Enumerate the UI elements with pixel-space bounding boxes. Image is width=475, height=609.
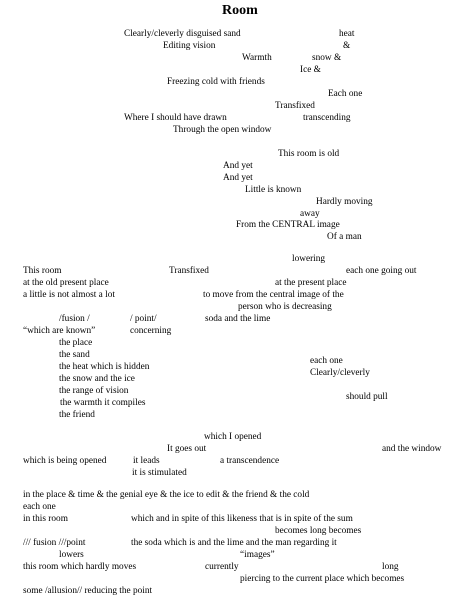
poem-line: “which are known” [23, 326, 96, 336]
poem-line: transcending [303, 113, 351, 123]
poem-line: snow & [312, 53, 342, 63]
poem-line: “images” [240, 550, 275, 560]
poem-line: a little is not almost a lot [23, 290, 115, 300]
poem-line: Of a man [327, 232, 362, 242]
poem-line: Transfixed [169, 266, 209, 276]
poem-line: lowers [59, 550, 84, 560]
poem-line: long [382, 562, 399, 572]
poem-line: /fusion / [59, 314, 90, 324]
poem-line: And yet [223, 161, 253, 171]
poem-line: This room is old [278, 149, 340, 159]
poem-line: Transfixed [275, 101, 315, 111]
poem-line: a transcendence [220, 456, 280, 466]
poem-line: Little is known [245, 185, 302, 195]
poem-line: person who is decreasing [238, 302, 332, 312]
poem-line: the snow and the ice [59, 374, 135, 384]
poem-line: and the window [382, 444, 442, 454]
poem-line: in the place & time & the genial eye & the ice to edit & the friend & the cold [23, 490, 310, 500]
poem-line: & [343, 41, 351, 51]
poem-line: away [300, 209, 320, 219]
poem-line: to move from the central image of the [203, 290, 344, 300]
poem-line: which I opened [204, 432, 262, 442]
poem-line: at the old present place [23, 278, 109, 288]
poem-line: each one [310, 356, 343, 366]
poem-line: Freezing cold with friends [167, 77, 265, 87]
poem-line: Hardly moving [316, 197, 373, 207]
poem-line: which is being opened [23, 456, 107, 466]
poem-line: each one going out [346, 266, 417, 276]
poem-title: Room [222, 3, 258, 18]
poem-line: the sand [59, 350, 90, 360]
poem-line: the heat which is hidden [59, 362, 150, 372]
poem-line: the warmth it compiles [60, 398, 146, 408]
poem-line: This room [23, 266, 62, 276]
poem-line: Ice & [300, 65, 321, 75]
poem-line: the soda which is and the lime and the man regarding it [131, 538, 337, 548]
poem-line: should pull [346, 392, 388, 402]
poem-line: the place [59, 338, 93, 348]
poem-line: Each one [328, 89, 363, 99]
poem-line: Where I should have drawn [124, 113, 227, 123]
poem-line: lowering [292, 254, 326, 264]
poem-line: this room which hardly moves [23, 562, 137, 572]
poem-line: the friend [59, 410, 95, 420]
poem-line: Through the open window [173, 125, 272, 135]
poem-line: some /allusion// reducing the point [23, 586, 153, 596]
poem-line: concerning [130, 326, 172, 336]
poem-line: /// fusion ///point [23, 538, 86, 548]
poem-line: at the present place [275, 278, 347, 288]
poem-line: And yet [223, 173, 253, 183]
poem-line: each one [23, 502, 56, 512]
poem-line: heat [339, 29, 355, 39]
poem-line: it is stimulated [132, 468, 187, 478]
poem-line: soda and the lime [205, 314, 271, 324]
poem-line: which and in spite of this likeness that is in spite of the sum [131, 514, 353, 524]
poem-line: piercing to the current place which becomes [240, 574, 405, 584]
poem-line: Clearly/cleverly [310, 368, 370, 378]
poem-line: It goes out [167, 444, 207, 454]
poem-line: in this room [23, 514, 68, 524]
poem-line: the range of vision [59, 386, 129, 396]
poem-line: Editing vision [163, 41, 216, 51]
poem-line: it leads [133, 456, 160, 466]
poem-line: Clearly/cleverly disguised sand [124, 29, 241, 39]
poem-line: / point/ [130, 314, 157, 324]
poem-line: From the CENTRAL image [236, 220, 340, 230]
poem-line: becomes long becomes [275, 526, 362, 536]
poem-line: currently [205, 562, 239, 572]
poem-line: Warmth [242, 53, 272, 63]
